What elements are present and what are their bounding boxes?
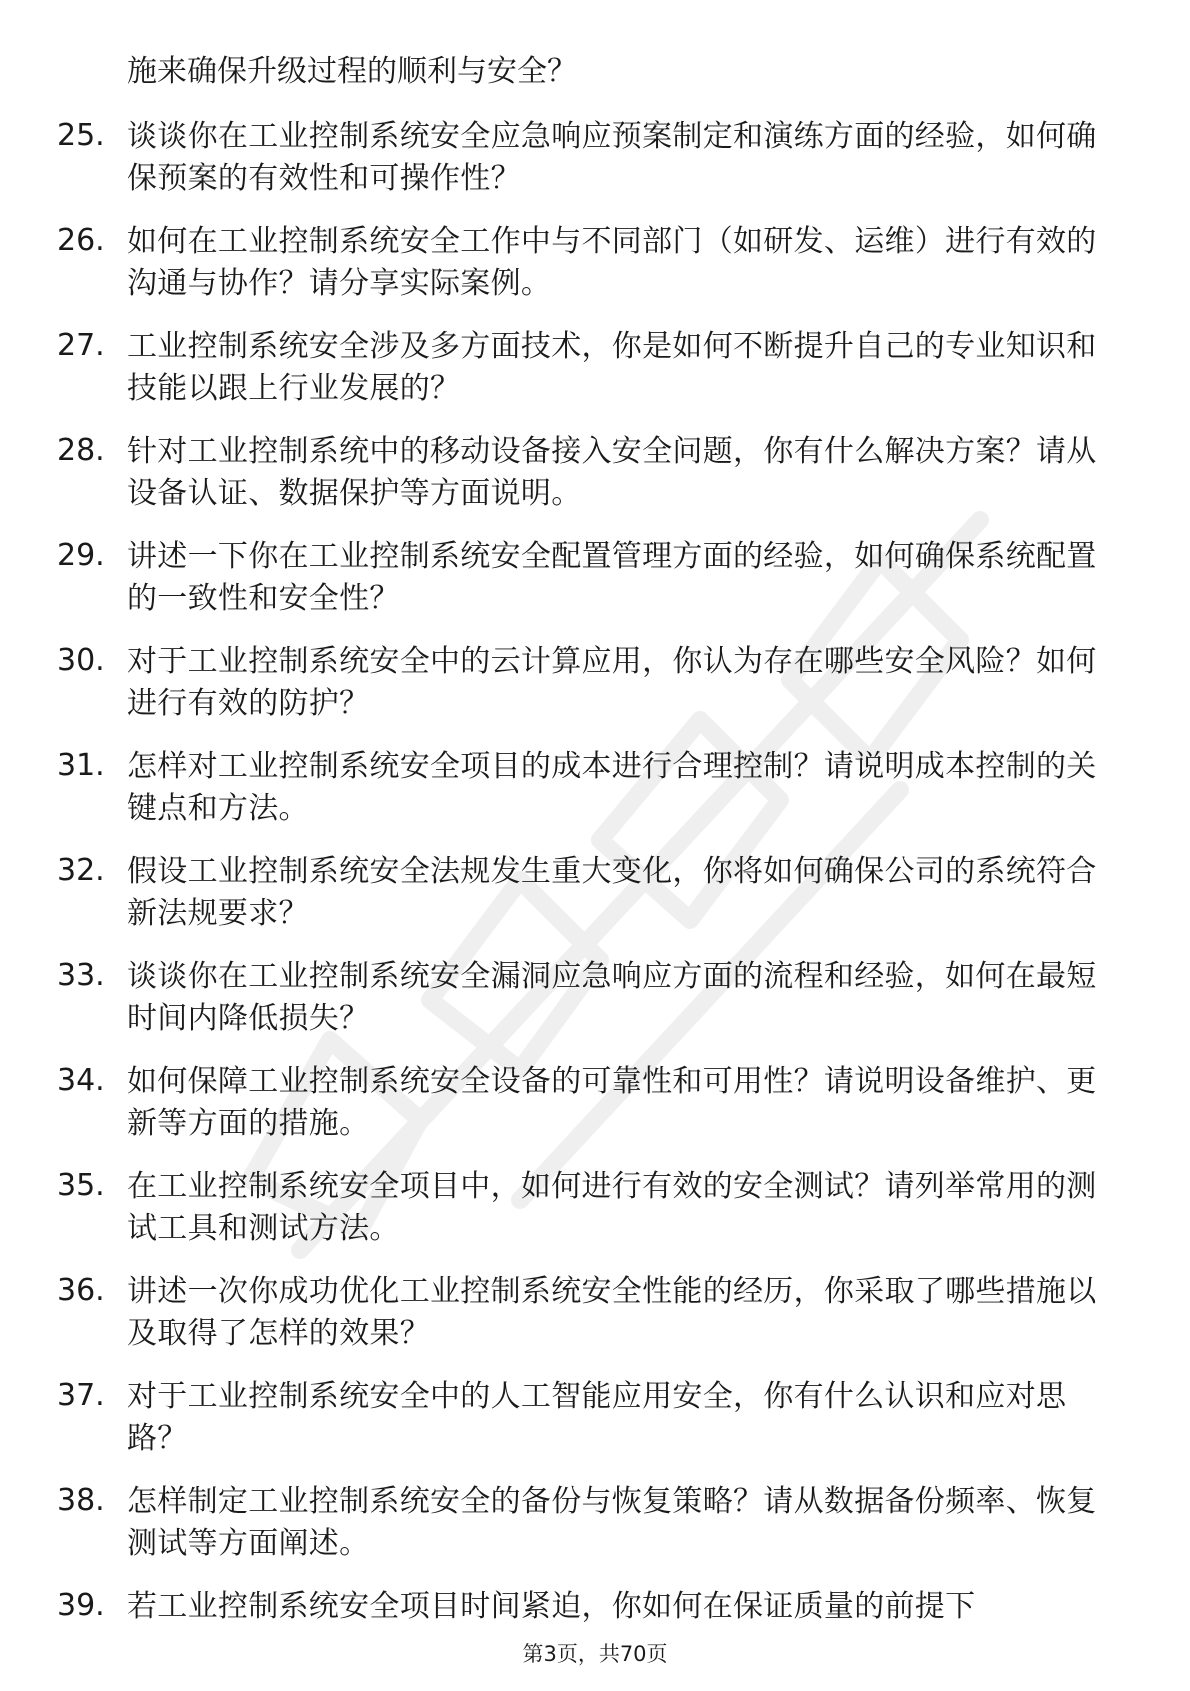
question-number: 31. xyxy=(57,748,105,783)
question-text: 怎样对工业控制系统安全项目的成本进行合理控制？请说明成本控制的关键点和方法。 xyxy=(127,749,1097,826)
list-item xyxy=(0,1586,1190,1691)
question-number: 32. xyxy=(57,853,105,888)
question-text: 谈谈你在工业控制系统安全漏洞应急响应方面的流程和经验，如何在最短时间内降低损失？ xyxy=(127,959,1097,1036)
list-item xyxy=(0,1061,1190,1166)
question-text: 如何在工业控制系统安全工作中与不同部门（如研发、运维）进行有效的沟通与协作？请分享实际案例。 xyxy=(127,224,1097,301)
question-text: 工业控制系统安全涉及多方面技术，你是如何不断提升自己的专业知识和技能以跟上行业发展的？ xyxy=(127,329,1097,406)
list-item xyxy=(0,431,1190,536)
question-text: 针对工业控制系统中的移动设备接入安全问题，你有什么解决方案？请从设备认证、数据保护等方面说明。 xyxy=(127,434,1097,511)
question-number: 25. xyxy=(57,118,105,153)
continued-question-text: 施来确保升级过程的顺利与安全？ xyxy=(127,54,577,89)
list-item xyxy=(0,851,1190,956)
question-number: 33. xyxy=(57,958,105,993)
question-text: 对于工业控制系统安全中的人工智能应用安全，你有什么认识和应对思路？ xyxy=(127,1379,1067,1456)
question-number: 29. xyxy=(57,538,105,573)
question-text: 讲述一下你在工业控制系统安全配置管理方面的经验，如何确保系统配置的一致性和安全性？ xyxy=(127,539,1097,616)
question-number: 26. xyxy=(57,223,105,258)
question-number: 36. xyxy=(57,1273,105,1308)
list-item xyxy=(0,1481,1190,1586)
question-number: 28. xyxy=(57,433,105,468)
question-text: 若工业控制系统安全项目时间紧迫，你如何在保证质量的前提下 xyxy=(127,1589,976,1624)
question-text: 讲述一次你成功优化工业控制系统安全性能的经历，你采取了哪些措施以及取得了怎样的效果？ xyxy=(127,1274,1097,1351)
question-number: 35. xyxy=(57,1168,105,1203)
page-footer: 第3页，共70页 xyxy=(522,1642,668,1666)
list-item xyxy=(0,116,1190,221)
list-item xyxy=(0,1376,1190,1481)
list-item xyxy=(0,221,1190,326)
question-number: 38. xyxy=(57,1483,105,1518)
list-item xyxy=(0,746,1190,851)
question-text: 怎样制定工业控制系统安全的备份与恢复策略？请从数据备份频率、恢复测试等方面阐述。 xyxy=(127,1484,1097,1561)
question-number: 30. xyxy=(57,643,105,678)
question-text: 如何保障工业控制系统安全设备的可靠性和可用性？请说明设备维护、更新等方面的措施。 xyxy=(127,1064,1097,1141)
question-list xyxy=(0,116,1190,1691)
list-item xyxy=(0,326,1190,431)
question-text: 谈谈你在工业控制系统安全应急响应预案制定和演练方面的经验，如何确保预案的有效性和可操作性？ xyxy=(127,119,1097,196)
question-number: 37. xyxy=(57,1378,105,1413)
list-item xyxy=(0,536,1190,641)
list-item xyxy=(0,641,1190,746)
question-number: 39. xyxy=(57,1588,105,1623)
question-text: 对于工业控制系统安全中的云计算应用，你认为存在哪些安全风险？如何进行有效的防护？ xyxy=(127,644,1097,721)
list-item xyxy=(0,1271,1190,1376)
question-text: 在工业控制系统安全项目中，如何进行有效的安全测试？请列举常用的测试工具和测试方法。 xyxy=(127,1169,1097,1246)
list-item xyxy=(0,956,1190,1061)
list-item xyxy=(0,1166,1190,1271)
question-text: 假设工业控制系统安全法规发生重大变化，你将如何确保公司的系统符合新法规要求？ xyxy=(127,854,1097,931)
question-number: 27. xyxy=(57,328,105,363)
question-number: 34. xyxy=(57,1063,105,1098)
